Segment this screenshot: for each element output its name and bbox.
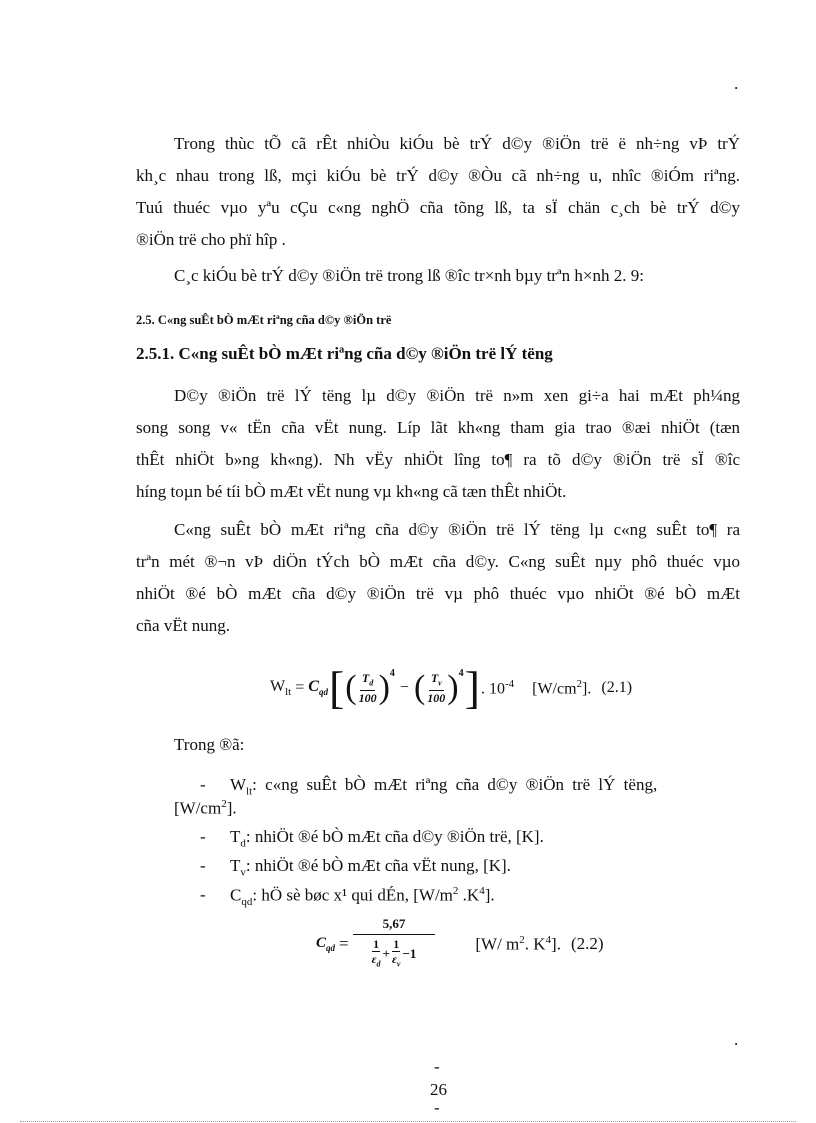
paragraph-line: ®iÖn trë cho phï hîp . <box>136 230 286 249</box>
eq1-paren-close-2: ) <box>447 669 459 706</box>
definition-wlt-cont: $[W/cm^2]$. <box>174 798 237 818</box>
eq1-equals: = <box>295 679 305 696</box>
eq1-fraction-tv: $\frac{T_v}{100}$ <box>427 670 446 706</box>
definition-wlt: $W_{lt}$: c«ng suÊt bÒ mÆt riªng cña d©y ®iÖn trë lÝ tëng, <box>230 775 658 798</box>
equation-2-2 <box>316 912 604 976</box>
eq2-coef: $C_{qd}$ <box>316 935 336 953</box>
eq1-paren-open-2: ( <box>413 669 426 706</box>
paragraph-2: C¸c kiÓu bè trÝ d©y ®iÖn trë trong lß ®îc tr×nh bµy trªn h×nh 2. 9: <box>174 266 644 285</box>
section-heading-2-5-1: 2.5.1. C«ng suÊt bÒ mÆt riªng cña d©y ®iÖn trë lÝ tëng <box>136 344 553 363</box>
paragraph-line: Tuú thuéc vµo yªu cÇu c«ng nghÖ cña tõng lß, ta sÏ chän c¸ch bè trÝ d©y <box>136 198 740 217</box>
eq1-unit: $[W/cm^2]$. <box>532 677 592 698</box>
eq1-lhs: $W_{lt}$ <box>270 677 292 699</box>
eq2-unit: [W/ $m^2$. $K^4$]. <box>475 933 561 954</box>
paragraph-3 <box>136 380 740 508</box>
page-number: 26 <box>430 1080 447 1099</box>
section-heading-2-5: 2.5. C«ng suÊt bÒ mÆt riªng cña d©y ®iÖn trë <box>136 313 392 327</box>
bullet-dash: - <box>200 775 206 794</box>
paragraph-line: thÊt nhiÖt b»ng kh«ng). Nh vËy nhiÖt lîng to¶ ra tõ d©y ®iÖn trë sÏ ®îc <box>136 450 740 469</box>
definition-cqd: $C_{qd}$: hÖ sè bøc x¹ qui dÉn, [$W/m^2$ $.K^4$]. <box>230 885 495 909</box>
eq1-paren-open: ( <box>345 669 357 706</box>
bullet-dash: - <box>200 856 206 875</box>
paragraph-line: híng toµn bé tíi bÒ mÆt vËt nung vµ kh«ng cã tæn thÊt nhiÖt. <box>136 482 567 501</box>
eq1-minus: − <box>399 679 409 696</box>
paragraph-line: song song v« tËn cña vËt nung. Líp lãt kh«ng tham gia trao ®æi nhiÖt (tæn <box>136 418 740 437</box>
paragraph-line: D©y ®iÖn trë lÝ tëng lµ d©y ®iÖn trë n»m xen gi÷a hai mÆt ph¼ng <box>174 386 740 405</box>
eq2-number: (2.2) <box>570 934 604 953</box>
bottom-marker: . <box>734 1030 739 1049</box>
eq2-fraction: 5,67 1 $\varepsilon_d$ + $\frac{1}{\varepsilon_v}$ −1 <box>353 916 436 971</box>
top-marker: . <box>734 74 739 93</box>
trong-do-label: Trong ®ã: <box>174 735 245 754</box>
paragraph-line: kh¸c nhau trong lß, mçi kiÓu bè trÝ d©y ®Òu cã nh÷ng u, nhîc ®iÓm riªng. <box>136 166 740 185</box>
eq1-power-2: 4 <box>458 668 464 679</box>
eq1-fraction-td: $\frac{T_d}{100}$ <box>358 670 377 706</box>
bullet-dash: - <box>200 885 206 904</box>
eq1-bracket-open: [ <box>328 662 345 713</box>
eq2-equals: = <box>339 934 349 953</box>
footer-rule <box>20 1121 796 1122</box>
eq1-number: (2.1) <box>601 679 633 696</box>
paragraph-line: Trong thùc tÕ cã rÊt nhiÒu kiÓu bè trÝ d©y ®iÖn trë ë nh÷ng vÞ trÝ <box>174 134 740 153</box>
equation-2-1 <box>270 660 632 716</box>
eq1-coef: $C_{qd}$ <box>308 678 328 698</box>
paragraph-1 <box>136 128 740 256</box>
paragraph-line: nhiÖt ®é bÒ mÆt cña d©y ®iÖn trë vµ phô thuéc vµo nhiÖt ®é bÒ mÆt <box>136 584 740 603</box>
paragraph-line: trªn mét ®¬n vÞ diÖn tÝch bÒ mÆt cña d©y. C«ng suÊt nµy phô thuéc vµo <box>136 552 740 571</box>
page-number-dash-bottom: - <box>434 1098 440 1117</box>
page-number-dash-top: - <box>434 1057 440 1076</box>
definition-td: $T_d$: nhiÖt ®é bÒ mÆt cña d©y ®iÖn trë, [K]. <box>230 827 544 850</box>
eq1-factor: . $10^{-4}$ <box>480 677 515 698</box>
paragraph-4 <box>136 514 740 642</box>
eq1-power: 4 <box>389 668 395 679</box>
paragraph-line: C«ng suÊt bÒ mÆt riªng cña d©y ®iÖn trë lÝ tëng lµ c«ng suÊt to¶ ra <box>174 520 740 539</box>
bullet-dash: - <box>200 827 206 846</box>
definition-tv: $T_v$: nhiÖt ®é bÒ mÆt cña vËt nung, [K]. <box>230 856 511 879</box>
eq1-bracket-close: ] <box>464 662 480 713</box>
def-symbol: $W_{lt}$ <box>230 775 253 798</box>
eq1-paren-close: ) <box>378 669 390 706</box>
paragraph-line: cña vËt nung. <box>136 616 230 635</box>
